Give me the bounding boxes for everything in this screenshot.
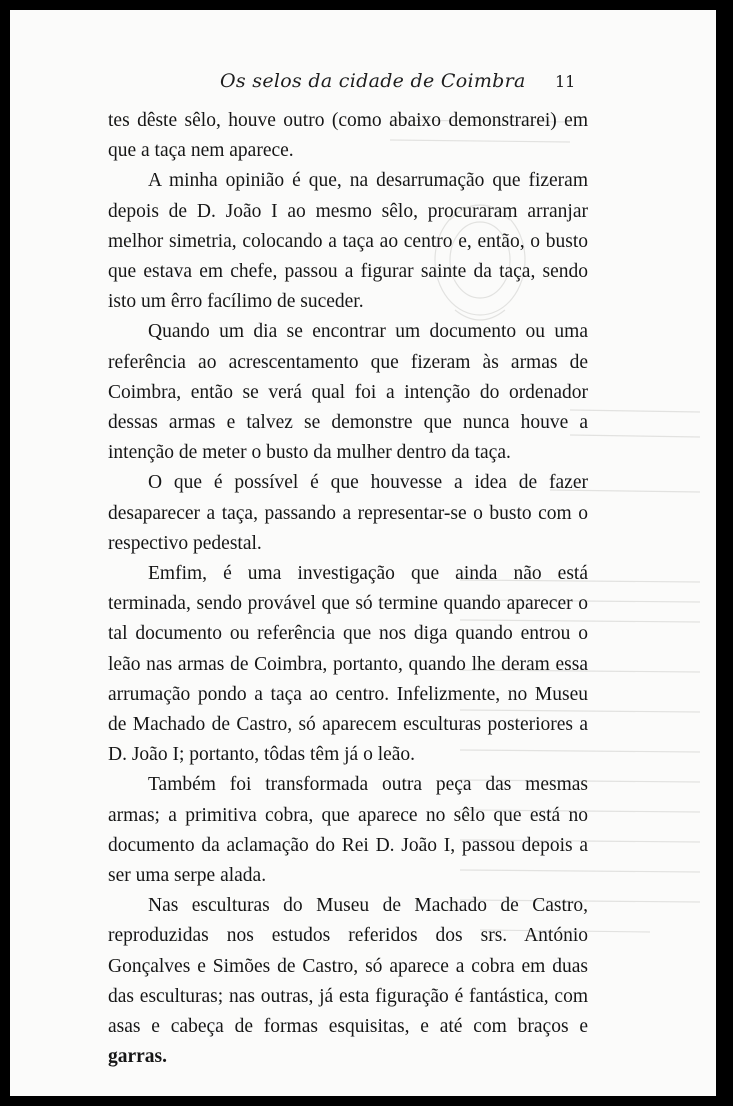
paragraph-7	[108, 891, 588, 1072]
scanned-page	[10, 10, 716, 1096]
paragraph-7-last-word: garras.	[108, 1046, 168, 1068]
paragraph-5: Emfim, é uma investigação que ainda não está terminada, sendo provável que só termine quando aparecer o tal documento ou referência que nos diga quando entrou o leão nas armas de Coimbra, portanto, quando lhe deram essa arrumação pondo a taça ao centro. Infelizmente, no Museu de Machado de Castro, só aparecem esculturas posteriores a D. João I; portanto, tôdas têm já o leão.	[108, 563, 588, 766]
paragraph-1: tes dêste sêlo, houve outro (como abaixo demonstrarei) em que a taça nem aparece.	[108, 110, 588, 162]
paragraph-2: A minha opinião é que, na desarrumação que fizeram depois de D. João I ao mesmo sêlo, procuraram arranjar melhor simetria, colocando a taça ao centro e, então, o busto que estava em chefe, passou a figurar sainte da taça, sendo isto um êrro facílimo de suceder.	[108, 170, 588, 313]
page-header	[10, 70, 716, 100]
paragraph-3: Quando um dia se encontrar um documento ou uma referência ao acrescentamento que fizeram às armas de Coimbra, então se verá qual foi a intenção do ordenador dessas armas e talvez se demonstre que nunca houve a intenção de meter o busto da mulher dentro da taça.	[108, 321, 588, 464]
body-text	[108, 106, 588, 1073]
running-title: Os selos da cidade de Coimbra	[220, 70, 526, 92]
paragraph-7-text: Nas esculturas do Museu de Machado de Castro, reproduzidas nos estudos referidos dos srs. António Gonçalves e Simões de Castro, só aparece a cobra em duas das esculturas; nas outras, já esta figuração é fantástica, com asas e cabeça de formas esquisitas, e até com braços e	[108, 895, 588, 1038]
page-number: 11	[555, 72, 576, 91]
paragraph-4: O que é possível é que houvesse a idea de fazer desaparecer a taça, passando a representar-se o busto com o respectivo pedestal.	[108, 472, 588, 554]
paragraph-6: Também foi transformada outra peça das mesmas armas; a primitiva cobra, que aparece no sêlo que está no documento da aclamação do Rei D. João I, passou depois a ser uma serpe alada.	[108, 774, 588, 887]
